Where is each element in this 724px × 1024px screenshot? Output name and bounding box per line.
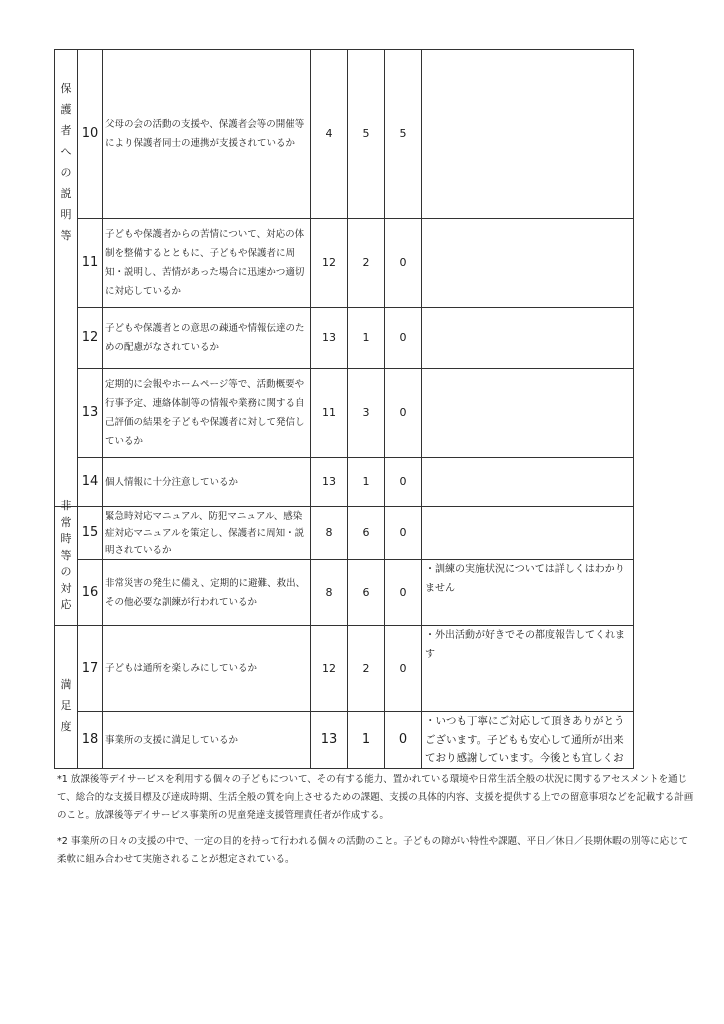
section-label-text bbox=[55, 626, 77, 737]
section-label-char: 応 bbox=[60, 598, 72, 611]
table-row bbox=[55, 712, 634, 769]
count-yes: 4 bbox=[311, 50, 348, 219]
item-number: 11 bbox=[78, 219, 103, 308]
comment-cell bbox=[422, 50, 634, 219]
comment-text: ・いつも丁寧にご対応して頂きありがとうございます。子どもも安心して通所が出来ており感謝しています。今後とも宜しくお bbox=[425, 715, 625, 764]
table-row bbox=[55, 50, 634, 219]
section-label-char: の bbox=[60, 166, 72, 179]
question-text: 事業所の支援に満足しているか bbox=[103, 712, 311, 769]
question-text: 定期的に会報やホームページ等で、活動概要や行事予定、連絡体制等の情報や業務に関する自己評価の結果を子どもや保護者に対して発信しているか bbox=[103, 369, 311, 458]
evaluation-table bbox=[54, 49, 634, 769]
comment-cell: ・訓練の実施状況については詳しくはわかりません bbox=[422, 560, 634, 626]
table-row bbox=[55, 308, 634, 369]
comment-cell bbox=[422, 369, 634, 458]
section-label-char: 度 bbox=[60, 720, 72, 733]
comment-cell bbox=[422, 507, 634, 560]
comment-cell: ・外出活動が好きでその都度報告してくれます bbox=[422, 626, 634, 712]
count-yes: 11 bbox=[311, 369, 348, 458]
question-text: 緊急時対応マニュアル、防犯マニュアル、感染症対応マニュアルを策定し、保護者に周知・説明されているか bbox=[103, 507, 311, 560]
count-no: 0 bbox=[385, 626, 422, 712]
count-unsure: 5 bbox=[348, 50, 385, 219]
comment-cell bbox=[422, 712, 634, 769]
item-number: 16 bbox=[78, 560, 103, 626]
section-label-char: 常 bbox=[60, 515, 72, 529]
item-number: 12 bbox=[78, 308, 103, 369]
count-unsure: 2 bbox=[348, 626, 385, 712]
count-no: 0 bbox=[385, 507, 422, 560]
table-row bbox=[55, 560, 634, 626]
section-label-char: 等 bbox=[60, 548, 72, 562]
count-no: 0 bbox=[385, 712, 422, 769]
count-yes: 13 bbox=[311, 458, 348, 507]
comment-cell bbox=[422, 458, 634, 507]
table-row bbox=[55, 626, 634, 712]
section-label-char: の bbox=[60, 565, 72, 578]
count-unsure: 1 bbox=[348, 308, 385, 369]
section-label-char: 護 bbox=[60, 103, 72, 116]
section-label-char: 説 bbox=[60, 187, 72, 200]
section-label-text bbox=[55, 50, 77, 246]
count-unsure: 6 bbox=[348, 560, 385, 626]
count-yes: 8 bbox=[311, 560, 348, 626]
table-row bbox=[55, 369, 634, 458]
question-text: 子どもや保護者との意思の疎通や情報伝達のための配慮がなされているか bbox=[103, 308, 311, 369]
section-label-char: へ bbox=[60, 145, 72, 158]
section-label-char: 明 bbox=[60, 208, 72, 221]
item-number: 18 bbox=[78, 712, 103, 769]
count-no: 0 bbox=[385, 369, 422, 458]
section-label-satisfaction bbox=[55, 626, 78, 769]
section-label-char: 保 bbox=[60, 82, 72, 95]
section-label-guardian-explanation bbox=[55, 50, 78, 507]
section-label-char: 時 bbox=[60, 532, 72, 545]
footnote-1: *1 放課後等デイサービスを利用する個々の子どもについて、その有する能力、置かれている環境や日常生活全般の状況に関するアセスメントを通じて、総合的な支援目標及び達成時期、生活全般の質を向上させるための課題、支援の具体的内容、支援を提供する上での留意事項などを記載する計画のこと。放課後等デイサービス事業所の児童発達支援管理責任者が作成する。 bbox=[57, 774, 694, 821]
count-no: 0 bbox=[385, 458, 422, 507]
section-label-char: 等 bbox=[60, 229, 72, 242]
question-text: 個人情報に十分注意しているか bbox=[103, 458, 311, 507]
count-unsure: 6 bbox=[348, 507, 385, 560]
section-label-char: 対 bbox=[60, 581, 72, 595]
question-text: 父母の会の活動の支援や、保護者会等の開催等により保護者同士の連携が支援されているか bbox=[103, 50, 311, 219]
table-row bbox=[55, 458, 634, 507]
section-label-char: 非 bbox=[60, 499, 72, 512]
table-row bbox=[55, 507, 634, 560]
question-text: 子どもは通所を楽しみにしているか bbox=[103, 626, 311, 712]
count-no: 5 bbox=[385, 50, 422, 219]
table-row bbox=[55, 219, 634, 308]
item-number: 15 bbox=[78, 507, 103, 560]
section-label-char: 者 bbox=[60, 124, 72, 137]
comment-cell bbox=[422, 308, 634, 369]
count-no: 0 bbox=[385, 308, 422, 369]
question-text: 非常災害の発生に備え、定期的に避難、救出、その他必要な訓練が行われているか bbox=[103, 560, 311, 626]
section-label-char: 足 bbox=[60, 699, 72, 712]
count-yes: 13 bbox=[311, 712, 348, 769]
section-label-text bbox=[55, 498, 77, 614]
count-unsure: 3 bbox=[348, 369, 385, 458]
count-yes: 8 bbox=[311, 507, 348, 560]
count-yes: 12 bbox=[311, 219, 348, 308]
item-number: 10 bbox=[78, 50, 103, 219]
section-label-emergency-response bbox=[55, 499, 78, 626]
item-number: 14 bbox=[78, 458, 103, 507]
count-no: 0 bbox=[385, 560, 422, 626]
count-no: 0 bbox=[385, 219, 422, 308]
item-number: 17 bbox=[78, 626, 103, 712]
count-unsure: 2 bbox=[348, 219, 385, 308]
count-unsure: 1 bbox=[348, 712, 385, 769]
count-yes: 13 bbox=[311, 308, 348, 369]
count-yes: 12 bbox=[311, 626, 348, 712]
question-text: 子どもや保護者からの苦情について、対応の体制を整備するとともに、子どもや保護者に周知・説明し、苦情があった場合に迅速かつ適切に対応しているか bbox=[103, 219, 311, 308]
count-unsure: 1 bbox=[348, 458, 385, 507]
item-number: 13 bbox=[78, 369, 103, 458]
section-label-char: 満 bbox=[60, 678, 72, 691]
footnote-2: *2 事業所の日々の支援の中で、一定の目的を持って行われる個々の活動のこと。子どもの障がい特性や課題、平日／休日／長期休暇の別等に応じて柔軟に組み合わせて実施されることが想定されている。 bbox=[57, 836, 689, 865]
footnotes bbox=[57, 771, 697, 877]
comment-cell bbox=[422, 219, 634, 308]
